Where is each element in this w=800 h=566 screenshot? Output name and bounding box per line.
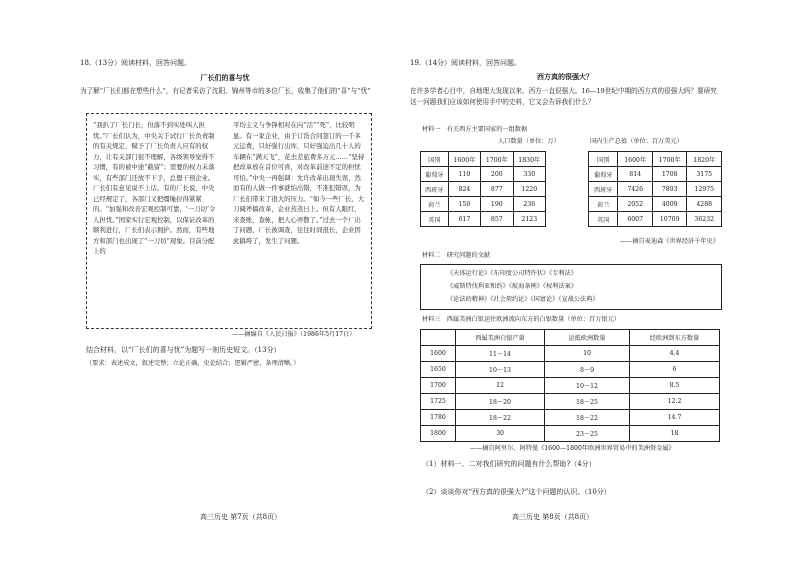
- table-cell: 葡萄牙: [421, 167, 449, 182]
- table-cell: 1708: [652, 167, 687, 182]
- table-header-cell: 1700年: [652, 152, 687, 167]
- q18-source: ——摘编自《人民日报》（1986年5月17日）: [232, 331, 356, 338]
- q19-intro: 在许多学者心目中，自地理大发现以来，西方一直很强大。16—19世纪中期的西方真的很强大吗？要研究这一问题我们应该如何使用手中的史料，它又会告诉我们什么？: [410, 87, 717, 106]
- table-cell: 2123: [513, 212, 545, 227]
- table-cell: 10: [545, 346, 630, 362]
- table-row: [421, 182, 546, 197]
- table-row: [421, 394, 720, 410]
- table-header-cell: 1830年: [513, 152, 545, 167]
- table-cell: 814: [618, 167, 653, 182]
- table-cell: 330: [513, 167, 545, 182]
- table-cell: 190: [481, 197, 513, 212]
- q19-subquestion-1: （1）材料一、二对我们研究的问题有什么帮助?（4分）: [422, 460, 596, 468]
- material1-label: 材料一 有关西方主要国家的一组数据: [422, 126, 528, 133]
- table-cell: 617: [448, 212, 480, 227]
- table-cell: 12.2: [630, 394, 720, 410]
- table-cell: 荷兰: [589, 197, 618, 212]
- table-cell: 葡萄牙: [589, 167, 618, 182]
- table-header-cell: 经欧洲到东方数量: [630, 330, 720, 346]
- table-header-cell: [421, 330, 456, 346]
- q18-material-col2: 平均主义与争锋相对在向“活”“死”，比较明显。有一家企业，由于订货合同签订的一千多元运费，只好强行出库，只好强迫出几十人的车辆在“满天飞”，花去差旅费多万元……“坚持把改革放在首位可喜，对改革前途不定的担忧可怕。”中央一再强调：允许改革出现失误，然而有的人做一件事就怕出错，不准犯错误，为厂长们带来了很大的压力。“如今一些厂长，大刀阔斧搞改革，企业蒸蒸日上。但有人眼红，来查账，查帐，把人心弄散了。”过去一个厂出了问题，厂长被调查，往往时间很长，企业因此搞垮了，发生了问题。: [233, 121, 365, 245]
- table-cell: 12: [456, 378, 545, 394]
- table-cell: 150: [448, 197, 480, 212]
- q18-task: 结合材料，以“厂长们的喜与忧”为题写一则历史短文。（13分）: [86, 346, 281, 354]
- q19-subquestion-2: （2）谈谈你对“西方真的很强大?”这个问题的认识。（10分）: [422, 488, 611, 496]
- table-header-row: [589, 152, 722, 167]
- population-table-caption: 人口数量（单位：万）: [498, 138, 560, 145]
- material3-source: ——摘自阿里尔、阿特曼《1600—1800年欧洲世界贸易中的美洲资金属》: [470, 445, 675, 452]
- table-cell: 1725: [421, 394, 456, 410]
- material2-label: 材料二 研究问题的文献: [422, 252, 491, 259]
- table-cell: 7426: [618, 182, 653, 197]
- table-cell: 877: [481, 182, 513, 197]
- material1-source: ——摘自麦迪森《世界经济千年史》: [620, 238, 719, 245]
- gdp-table: [588, 151, 722, 227]
- table-cell: 36232: [687, 212, 722, 227]
- table-header-row: [421, 330, 720, 346]
- table-cell: 23～25: [545, 426, 630, 442]
- table-cell: 1800: [421, 426, 456, 442]
- material3-label: 材料三 西属美洲白银运往欧洲流向东方的白银数量（单位：百万银元）: [422, 316, 620, 323]
- population-table: [420, 151, 546, 227]
- table-cell: 3175: [687, 167, 722, 182]
- table-cell: 18～25: [545, 394, 630, 410]
- table-cell: 6007: [618, 212, 653, 227]
- table-cell: 236: [513, 197, 545, 212]
- right-page-footer: 高三历史 第8页（共8页）: [512, 513, 594, 521]
- table-cell: 18～22: [545, 410, 630, 426]
- table-cell: 西班牙: [421, 182, 449, 197]
- table-header-cell: 1600年: [618, 152, 653, 167]
- table-cell: 4009: [652, 197, 687, 212]
- table-cell: 857: [481, 212, 513, 227]
- table-cell: 18～22: [456, 410, 545, 426]
- table-row: [589, 167, 722, 182]
- table-cell: 10～12: [545, 378, 630, 394]
- material2-line1: 《天体运行论》《东印度公司特许状》《专利法》: [447, 270, 577, 277]
- table-cell: 10709: [652, 212, 687, 227]
- gdp-table-caption: 国内生产总值（单位：百万美元）: [590, 138, 683, 145]
- table-row: [421, 378, 720, 394]
- material2-line3: 《论法的精神》《社会契约论》《国富论》《宣战公法典》: [447, 296, 599, 303]
- table-cell: 英国: [421, 212, 449, 227]
- table-cell: 200: [481, 167, 513, 182]
- material2-line2: 《威斯特伐利亚和约》《航海条例》《权利法案》: [447, 283, 577, 290]
- table-header-cell: 西属美洲白银产量: [456, 330, 545, 346]
- material2-box: [420, 264, 722, 310]
- table-cell: 2052: [618, 197, 653, 212]
- q18-material-box: [86, 113, 372, 329]
- table-row: [589, 182, 722, 197]
- table-cell: 英国: [589, 212, 618, 227]
- table-row: [589, 197, 722, 212]
- table-cell: 7893: [652, 182, 687, 197]
- table-cell: 11～14: [456, 346, 545, 362]
- table-cell: 110: [448, 167, 480, 182]
- table-cell: 6: [630, 362, 720, 378]
- table-cell: 荷兰: [421, 197, 449, 212]
- table-header-row: [421, 152, 546, 167]
- table-row: [421, 346, 720, 362]
- table-cell: 8.5: [630, 378, 720, 394]
- table-cell: 西班牙: [589, 182, 618, 197]
- table-cell: 1600: [421, 346, 456, 362]
- table-cell: 30: [456, 426, 545, 442]
- q18-title: 厂长们的喜与忧: [200, 73, 250, 82]
- table-cell: 10～13: [456, 362, 545, 378]
- table-cell: 1700: [421, 378, 456, 394]
- table-header-cell: 1700年: [481, 152, 513, 167]
- table-cell: 18: [630, 426, 720, 442]
- table-row: [421, 410, 720, 426]
- table-header-cell: 1820年: [687, 152, 722, 167]
- left-page-footer: 高三历史 第7页（共8页）: [200, 513, 282, 521]
- table-row: [421, 167, 546, 182]
- silver-table: [420, 329, 720, 442]
- table-row: [589, 212, 722, 227]
- q18-intro: 为了解“厂长们都在想些什么”，有记者采访了沈阳、锦州等市的多位厂长，收集了他们的“喜”与“忧”: [80, 87, 371, 95]
- table-cell: 1650: [421, 362, 456, 378]
- q18-material-col1: “我扒了厂长门长，但落不到实处叫人担忧。”厂长们认为，中央关于试行厂长负责制的有关规定，赋予了厂长负责人应有的权力，让有关部门很不理解，各级领导觉得不习惯，有的被中途“截留”；需要的权力未落实，有些部门还放不下手，总想干预企业。厂长们有意见说不上话。有的厂长说，中央已经规定了，各部门又把缰绳拉得紧紧的。“加强和改善宏观控制可靠，‘一刀切’令人担忧。”国家实行宏观控制，以保证改革的顺利进行，厂长们表示拥护。然而，有些地方和部门也出现了“一刀切”现象。目前分配上的: [93, 121, 216, 255]
- q19-title: 西方真的很强大？: [537, 72, 593, 81]
- table-row: [421, 362, 720, 378]
- table-row: [421, 426, 720, 442]
- table-cell: 824: [448, 182, 480, 197]
- table-header-cell: 国别: [589, 152, 618, 167]
- table-cell: 1780: [421, 410, 456, 426]
- table-cell: 4.4: [630, 346, 720, 362]
- table-header-cell: 运抵欧洲数量: [545, 330, 630, 346]
- table-cell: 14.7: [630, 410, 720, 426]
- table-cell: 1220: [513, 182, 545, 197]
- table-cell: 12975: [687, 182, 722, 197]
- q19-heading: 19.（14分）阅读材料，回答问题。: [410, 59, 522, 67]
- table-row: [421, 197, 546, 212]
- q18-requirements: （要求：表述成文，叙述完整；立论正确，史论结合；逻辑严密，条理清晰。）: [86, 360, 300, 367]
- right-page: [400, 0, 800, 566]
- table-header-cell: 国别: [421, 152, 449, 167]
- table-cell: 4288: [687, 197, 722, 212]
- table-cell: 8～9: [545, 362, 630, 378]
- q18-heading: 18.（13分）阅读材料，回答问题。: [80, 59, 192, 67]
- table-cell: 18～20: [456, 394, 545, 410]
- table-row: [421, 212, 546, 227]
- table-header-cell: 1600年: [448, 152, 480, 167]
